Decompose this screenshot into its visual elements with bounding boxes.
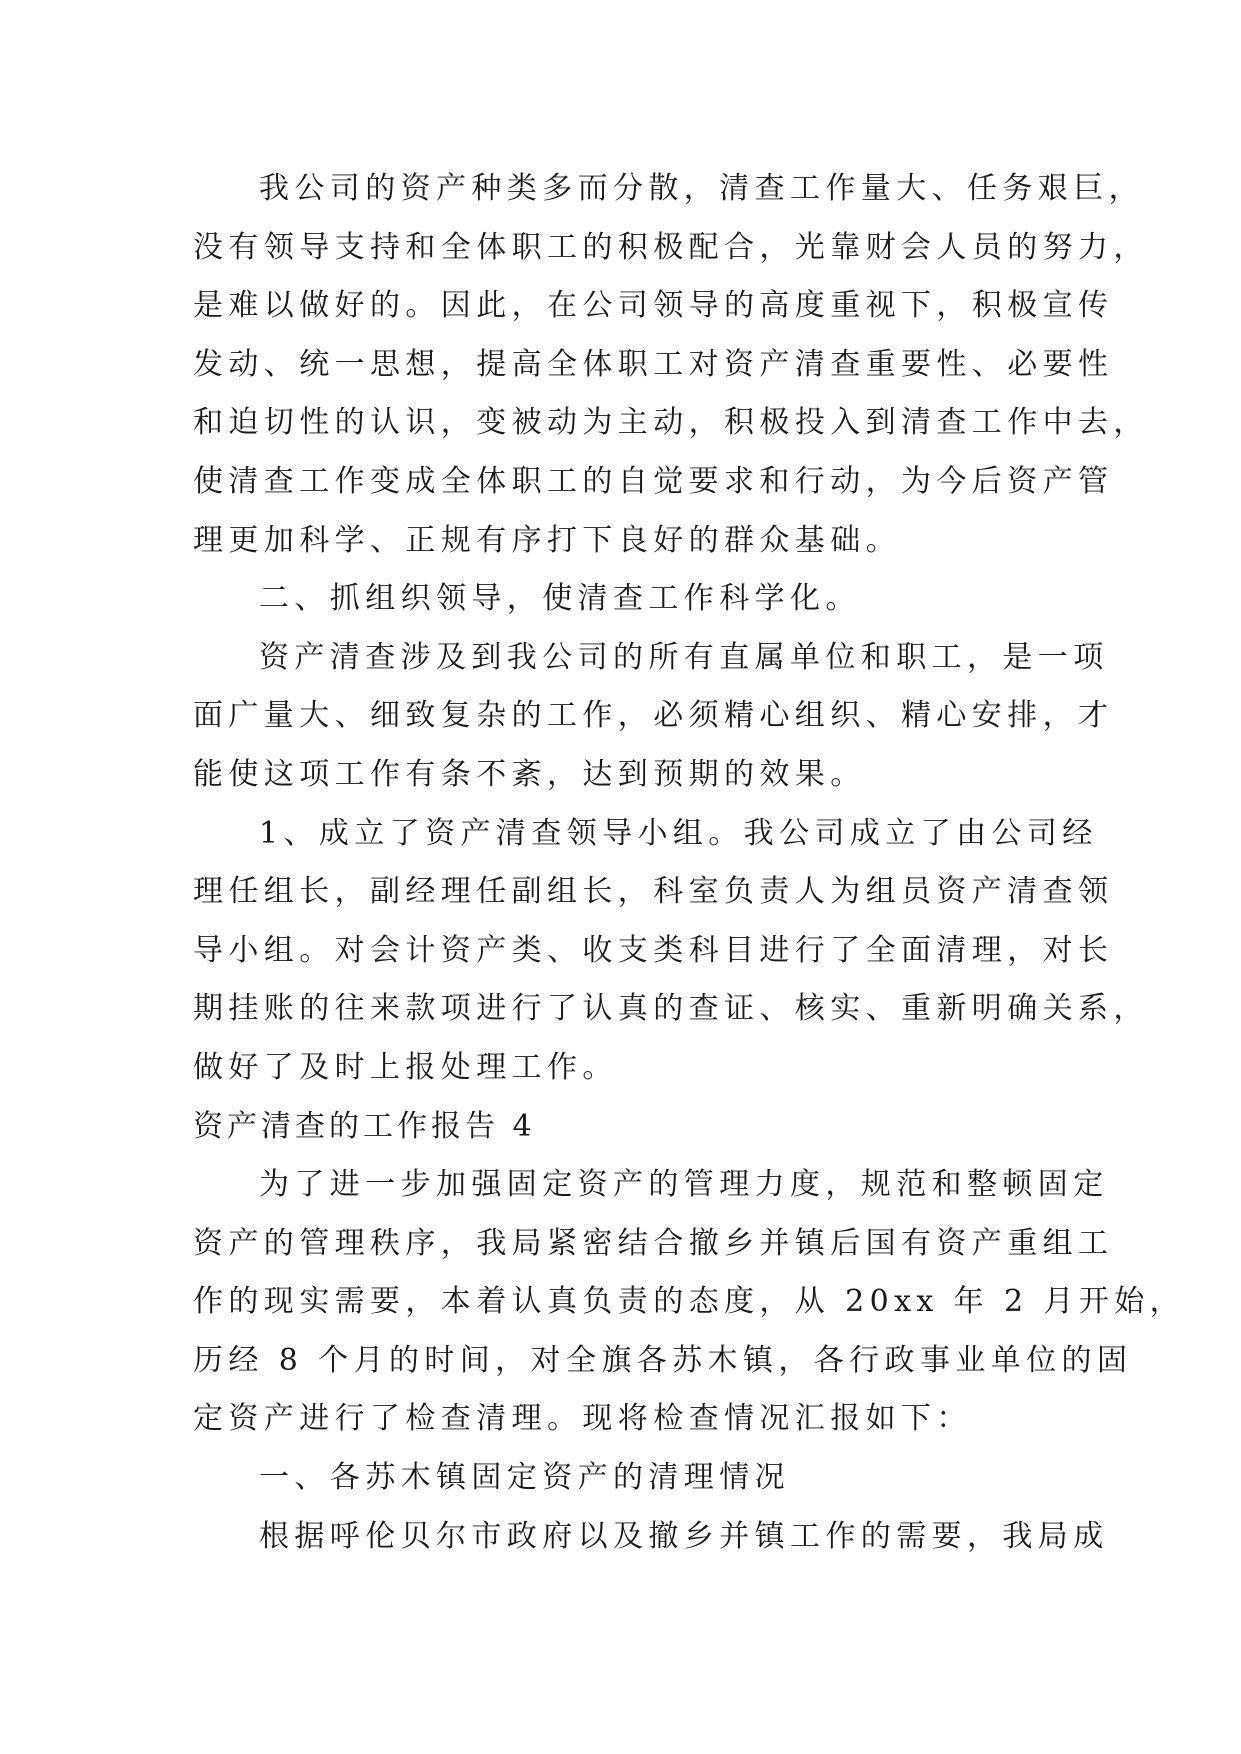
text-line: 理更加科学、正规有序打下良好的群众基础。 [193,522,901,558]
text-line: 能使这项工作有条不紊，达到预期的效果。 [193,756,866,792]
text-line: 是难以做好的。因此，在公司领导的高度重视下，积极宣传 [193,288,1114,324]
text-line: 我公司的资产种类多而分散，清查工作量大、任务艰巨， [259,171,1144,206]
text-line: 根据呼伦贝尔市政府以及撤乡并镇工作的需要，我局成 [259,1518,1109,1554]
section-heading: 资产清查的工作报告 4 [193,1108,536,1144]
text-line: 二、抓组织领导，使清查工作科学化。 [259,581,861,617]
text-line: 使清查工作变成全体职工的自觉要求和行动，为今后资产管 [193,463,1114,499]
document-body [193,160,1186,1566]
text-line: 一、各苏木镇固定资产的清理情况 [259,1460,790,1496]
text-line: 1、成立了资产清查领导小组。我公司成立了由公司经 [259,815,1098,851]
text-line: 没有领导支持和全体职工的积极配合，光靠财会人员的努力， [193,229,1149,265]
text-line: 发动、统一思想，提高全体职工对资产清查重要性、必要性 [193,346,1114,382]
text-line: 面广量大、细致复杂的工作，必须精心组织、精心安排，才 [193,698,1114,734]
text-line: 作的现实需要，本着认真负责的态度，从 20xx 年 2 月开始， [193,1284,1186,1320]
text-line: 期挂账的往来款项进行了认真的查证、核实、重新明确关系， [193,991,1149,1027]
text-line: 理任组长，副经理任副组长，科室负责人为组员资产清查领 [193,874,1114,910]
text-line: 做好了及时上报处理工作。 [193,1049,618,1085]
text-line: 为了进一步加强固定资产的管理力度，规范和整顿固定 [259,1167,1109,1203]
text-line: 导小组。对会计资产类、收支类科目进行了全面清理，对长 [193,932,1114,968]
text-line: 历经 8 个月的时间，对全旗各苏木镇，各行政事业单位的固 [193,1342,1133,1378]
text-line: 资产清查涉及到我公司的所有直属单位和职工，是一项 [259,639,1109,675]
text-line: 和迫切性的认识，变被动为主动，积极投入到清查工作中去， [193,405,1149,441]
text-line: 资产的管理秩序，我局紧密结合撤乡并镇后国有资产重组工 [193,1225,1114,1261]
text-line: 定资产进行了检查清理。现将检查情况汇报如下： [193,1401,972,1437]
